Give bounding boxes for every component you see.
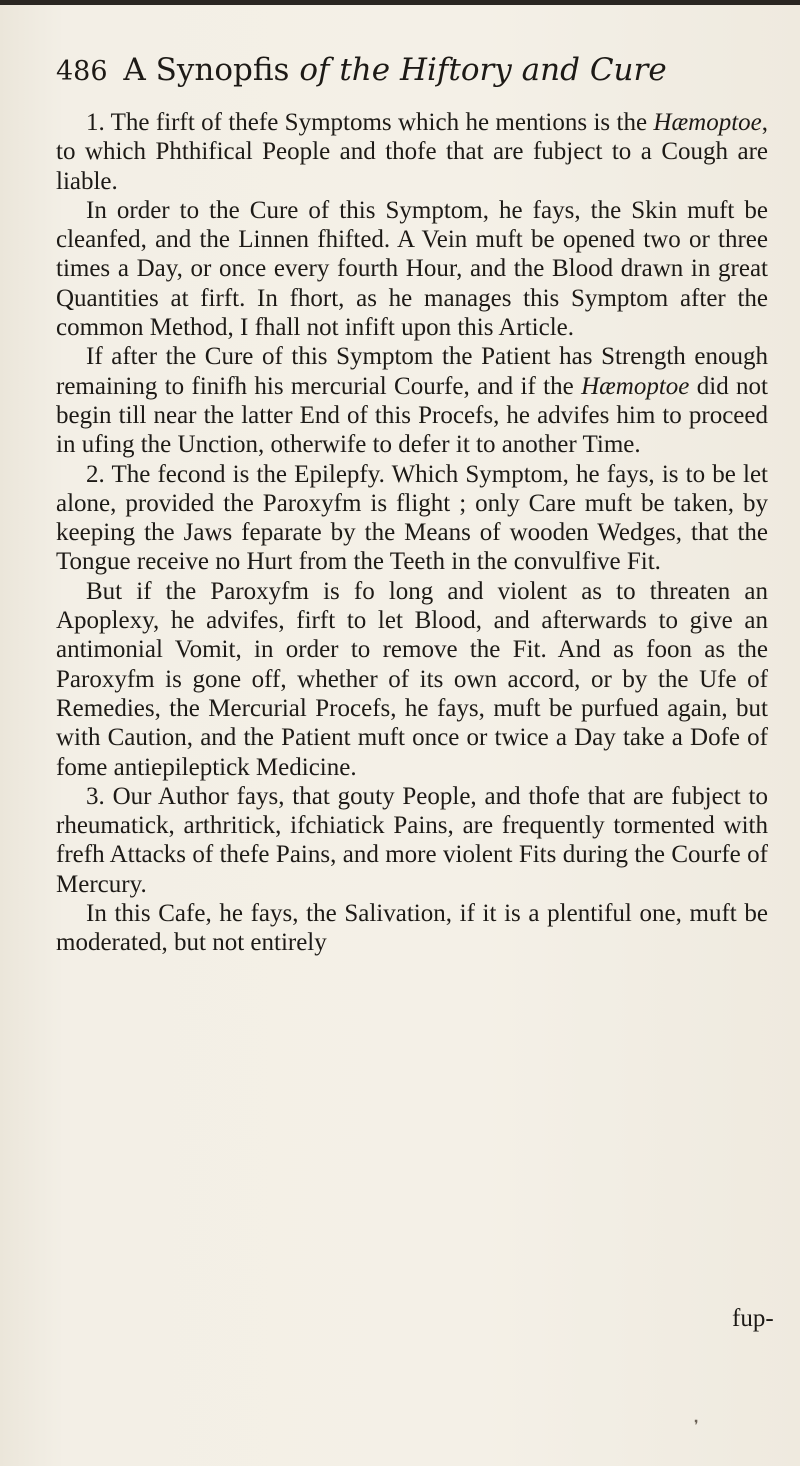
italic-term: Hæmoptoe bbox=[581, 372, 690, 400]
paragraph: 3. Our Author fays, that gouty People, and thofe that are fubject to rheumatick, arthritick, ifchiatick Pains, are frequently tormented with frefh Attacks of thefe Pains, and more violent Fits during the Courfe of Mercury. bbox=[56, 782, 768, 898]
body-text bbox=[56, 108, 768, 958]
italic-term: Hæmoptoe bbox=[653, 109, 762, 136]
paragraph: 2. The fecond is the Epilepfy. Which Symptom, he fays, is to be let alone, provided the Paroxyfm is flight ; only Care muft be taken, by keeping the Jaws feparate by the Means of wooden Wedges, that the Tongue receive no Hurt from the Teeth in the convulfive Fit. bbox=[56, 460, 768, 576]
paragraph: In this Cafe, he fays, the Salivation, if it is a plentiful one, muft be moderated, but not entirely bbox=[56, 900, 768, 957]
paragraph bbox=[56, 342, 768, 459]
paragraph: In order to the Cure of this Symptom, he fays, the Skin muft be cleanfed, and the Linnen fhifted. A Vein muft be opened two or three times a Day, or once every fourth Hour, and the Blood drawn in great Quantities at firft. In fhort, as he manages this Symptom after the common Method, I fhall not infift upon this Article. bbox=[56, 196, 768, 342]
paragraph: But if the Paroxyfm is fo long and violent as to threaten an Apoplexy, he advifes, firft to let Blood, and afterwards to give an antimonial Vomit, in order to remove the Fit. And as foon as the Paroxyfm is gone off, whether of its own accord, or by the Ufe of Remedies, the Mercurial Procefs, he fays, muft be purfued again, but with Caution, and the Patient muft once or twice a Day take a Dofe of fome antiepileptick Medicine. bbox=[56, 577, 768, 781]
ink-spot: ❜ bbox=[694, 1418, 699, 1434]
header-title-italic: of the Hiftory and Cure bbox=[299, 52, 667, 88]
paragraph-text: If after the Cure of this Symptom the Patient has Strength enough remaining to finifh his mercurial Courfe, and if the bbox=[56, 343, 768, 400]
page-number: 486 bbox=[56, 56, 108, 87]
paragraph-text: , to which Phthifical People and thofe that are fubject to a Cough are liable. bbox=[56, 109, 768, 195]
paragraph bbox=[56, 108, 768, 196]
top-border bbox=[0, 0, 800, 5]
running-header bbox=[56, 50, 756, 92]
paragraph-text: 1. The firft of thefe Symptoms which he mentions is the bbox=[86, 109, 654, 136]
paragraph-text: did not begin till near the latter End of this Procefs, he advifes him to proceed in ufing the Unction, otherwife to defer it to another Time. bbox=[56, 372, 768, 459]
header-title-roman: A Synopfis bbox=[123, 52, 290, 88]
catchword: fup- bbox=[732, 1305, 774, 1332]
